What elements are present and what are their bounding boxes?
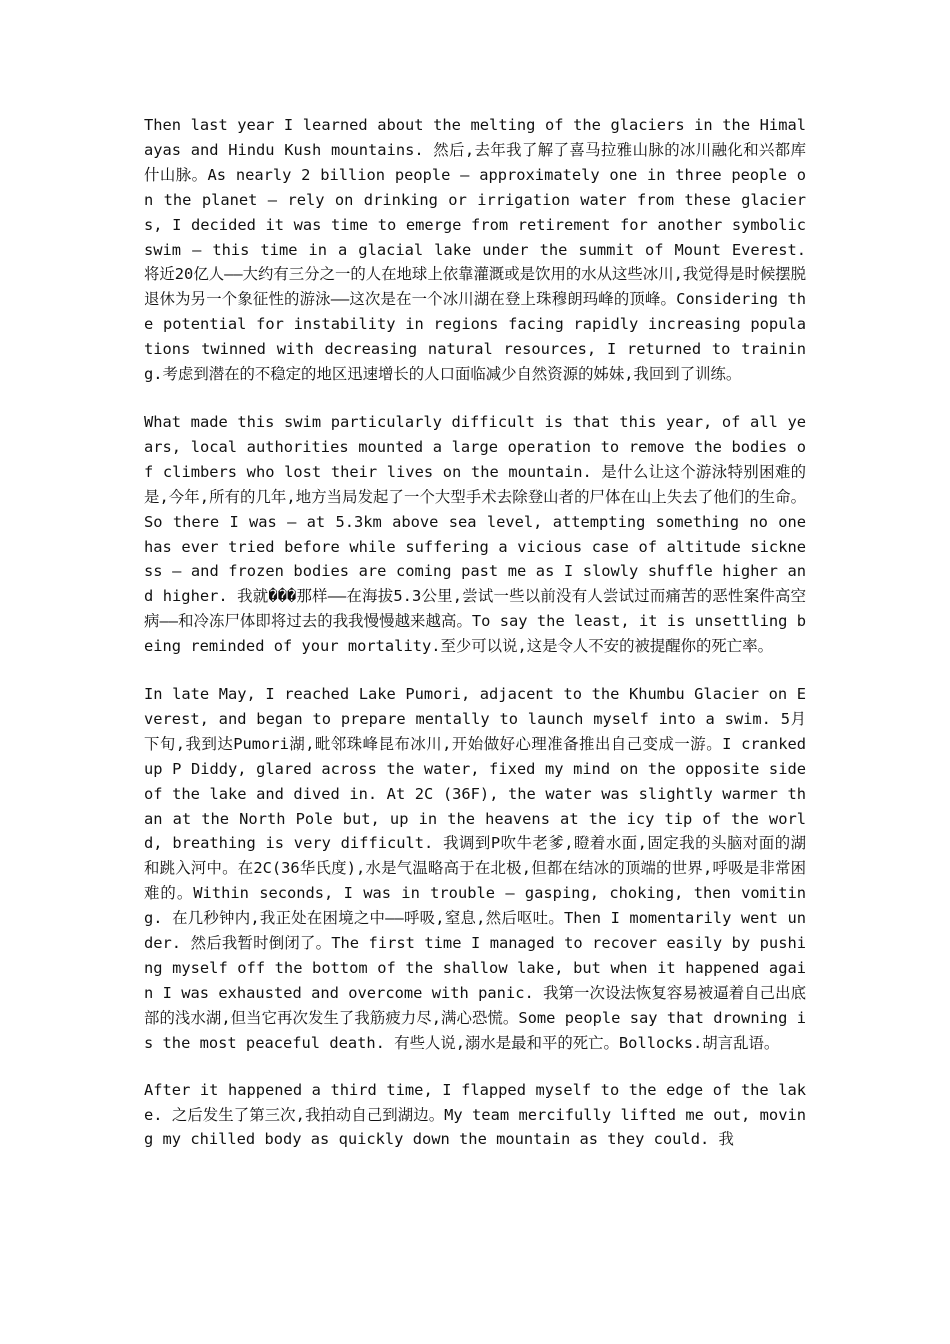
paragraph-lake-pumori: In late May, I reached Lake Pumori, adjacent to the Khumbu Glacier on Everest, and began to prepare mentally to launch myself into a swim. 5月下旬,我到达Pumori湖,毗邻珠峰昆布冰川,开始做好心理准备推出自己变成一游。I cranked up P Diddy, glared across the water, fixed my mind on the opposite side of the lake and dived in. At 2C (36F), the water was slightly warmer than at the North Pole but, up in the heavens at the icy tip of the world, breathing is very difficult. 我调到P吹牛老爹,瞪着水面,固定我的头脑对面的湖和跳入河中。在2C(36华氏度),水是气温略高于在北极,但都在结冰的顶端的世界,呼吸是非常困难的。Within seconds, I was in trouble – gasping, choking, then vomiting. 在几秒钟内,我正处在困境之中——呼吸,窒息,然后呕吐。Then I momentarily went under. 然后我暂时倒闭了。The first time I managed to recover easily by pushing myself off the bottom of the shallow lake, but when it happened again I was exhausted and overcome with panic. 我第一次设法恢复容易被逼着自己出底部的浅水湖,但当它再次发生了我筋疲力尽,满心恐慌。Some people say that drowning is the most peaceful death. 有些人说,溺水是最和平的死亡。Bollocks.胡言乱语。 [144,685,806,1052]
paragraph-third-time: After it happened a third time, I flapped myself to the edge of the lake. 之后发生了第三次,我拍动自己到湖边。My team mercifully lifted me out, moving my chilled body as quickly down the mountain as they could. 我 [144,1080,806,1149]
paragraph-glaciers: Then last year I learned about the melting of the glaciers in the Himalayas and Hindu Kush mountains. 然后,去年我了解了喜马拉雅山脉的冰川融化和兴都库什山脉。As nearly 2 billion people – approximately one in three people on the planet – rely on drinking or irrigation water from these glaciers, I decided it was time to emerge from retirement for another symbolic swim – this time in a glacial lake under the summit of Mount Everest. 将近20亿人——大约有三分之一的人在地球上依靠灌溉或是饮用的水从这些冰川,我觉得是时候摆脱退休为另一个象征性的游泳——这次是在一个冰川湖在登上珠穆朗玛峰的顶峰。Considering the potential for instability in regions facing rapidly increasing populations twinned with decreasing natural resources, I returned to training.考虑到潜在的不稳定的地区迅速增长的人口面临减少自然资源的姊妹,我回到了训练。 [144,116,806,384]
document-body [144,113,806,1175]
paragraph-bodies: What made this swim particularly difficult is that this year, of all years, local authorities mounted a large operation to remove the bodies of climbers who lost their lives on the mountain. 是什么让这个游泳特别困难的是,今年,所有的几年,地方当局发起了一个大型手术去除登山者的尸体在山上失去了他们的生命。So there I was – at 5.3km above sea level, attempting something no one has ever tried before while suffering a vicious case of altitude sickness – and frozen bodies are coming past me as I slowly shuffle higher and higher. 我就���那样——在海拔5.3公里,尝试一些以前没有人尝试过而痛苦的恶性案件高空病——和冷冻尸体即将过去的我我慢慢越来越高。To say the least, it is unsettling being reminded of your mortality.至少可以说,这是令人不安的被提醒你的死亡率。 [144,412,806,656]
